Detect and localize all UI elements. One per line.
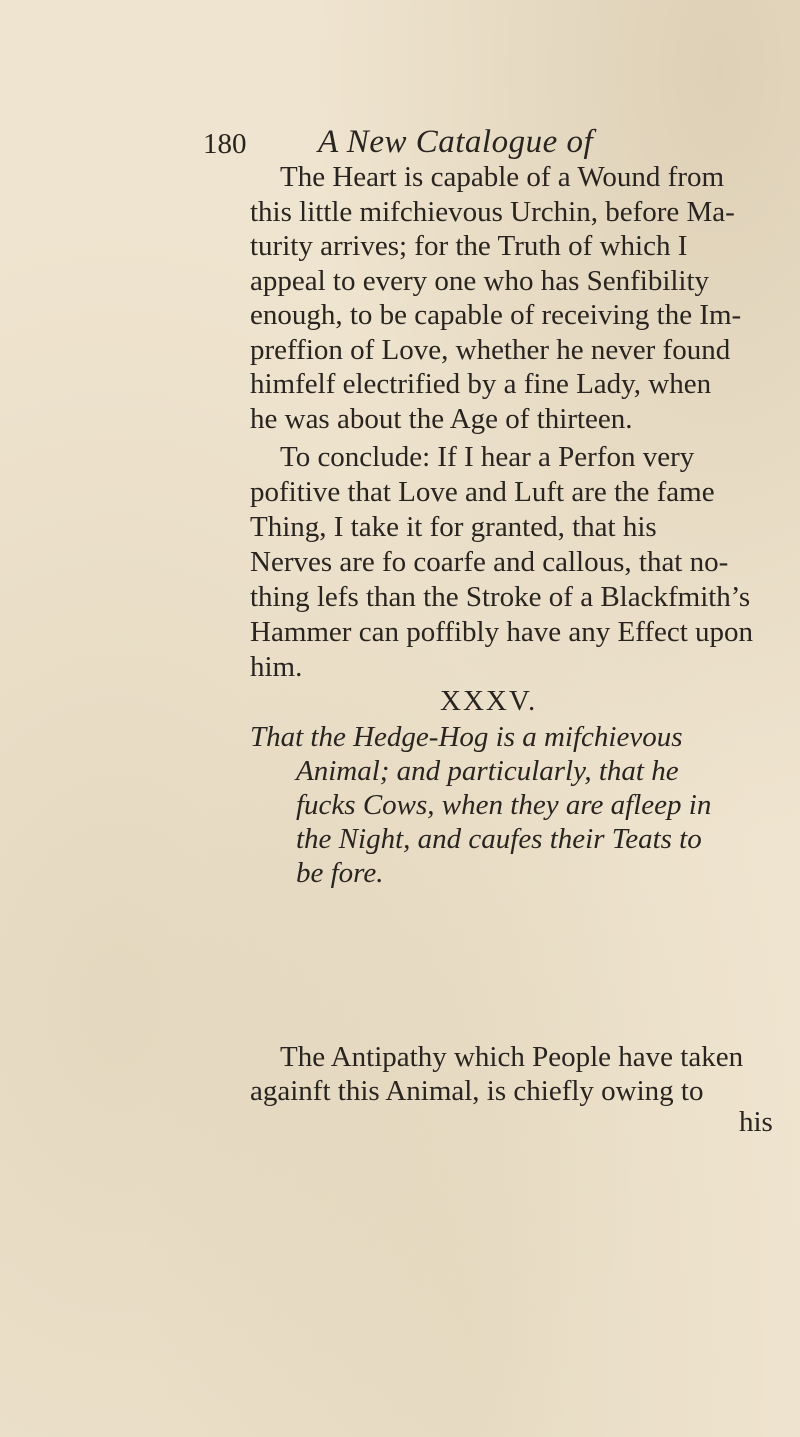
- text-line: The Heart is capable of a Wound from: [280, 161, 725, 193]
- catchword: his: [739, 1106, 773, 1138]
- paragraph-antipathy: [250, 1040, 800, 1108]
- text-line: That the Hedge-Hog is a mifchievous: [250, 721, 683, 753]
- text-line: againft this Animal, is chiefly owing to: [250, 1075, 704, 1107]
- text-line: the Night, and caufes their Teats to: [296, 823, 702, 855]
- text-line: preffion of Love, whether he never found: [250, 333, 731, 366]
- section-statement: [250, 720, 800, 890]
- text-line: fucks Cows, when they are afleep in: [296, 789, 712, 821]
- text-line: appeal to every one who has Senfibility: [250, 264, 710, 297]
- text-line: himfelf electrified by a fine Lady, when: [250, 368, 712, 400]
- text-line: pofitive that Love and Luft are the fame: [250, 476, 715, 508]
- page-number: 180: [203, 128, 247, 160]
- section-heading: [440, 685, 640, 718]
- paragraph-heart: [250, 160, 800, 436]
- text-line: Thing, I take it for granted, that his: [250, 511, 657, 543]
- text-line: enough, to be capable of receiving the Im-: [250, 299, 742, 331]
- text-line: be fore.: [296, 857, 384, 889]
- text-line: Nerves are fo coarfe and callous, that no-: [250, 546, 729, 578]
- text-line: turity arrives; for the Truth of which I: [250, 230, 688, 262]
- text-line: Hammer can poffibly have any Effect upon: [250, 616, 754, 648]
- text-line: he was about the Age of thirteen.: [250, 402, 633, 435]
- paragraph-conclude: [250, 440, 800, 685]
- text-line: thing lefs than the Stroke of a Blackfmith’s: [250, 581, 751, 613]
- text-line: this little mifchievous Urchin, before Ma-: [250, 195, 735, 228]
- text-line: him.: [250, 651, 303, 683]
- text-line: To conclude: If I hear a Perfon very: [280, 441, 695, 473]
- text-line: The Antipathy which People have taken: [280, 1041, 744, 1073]
- running-title: A New Catalogue of: [318, 124, 594, 160]
- section-number: XXXV.: [440, 685, 538, 717]
- text-line: Animal; and particularly, that he: [296, 755, 679, 787]
